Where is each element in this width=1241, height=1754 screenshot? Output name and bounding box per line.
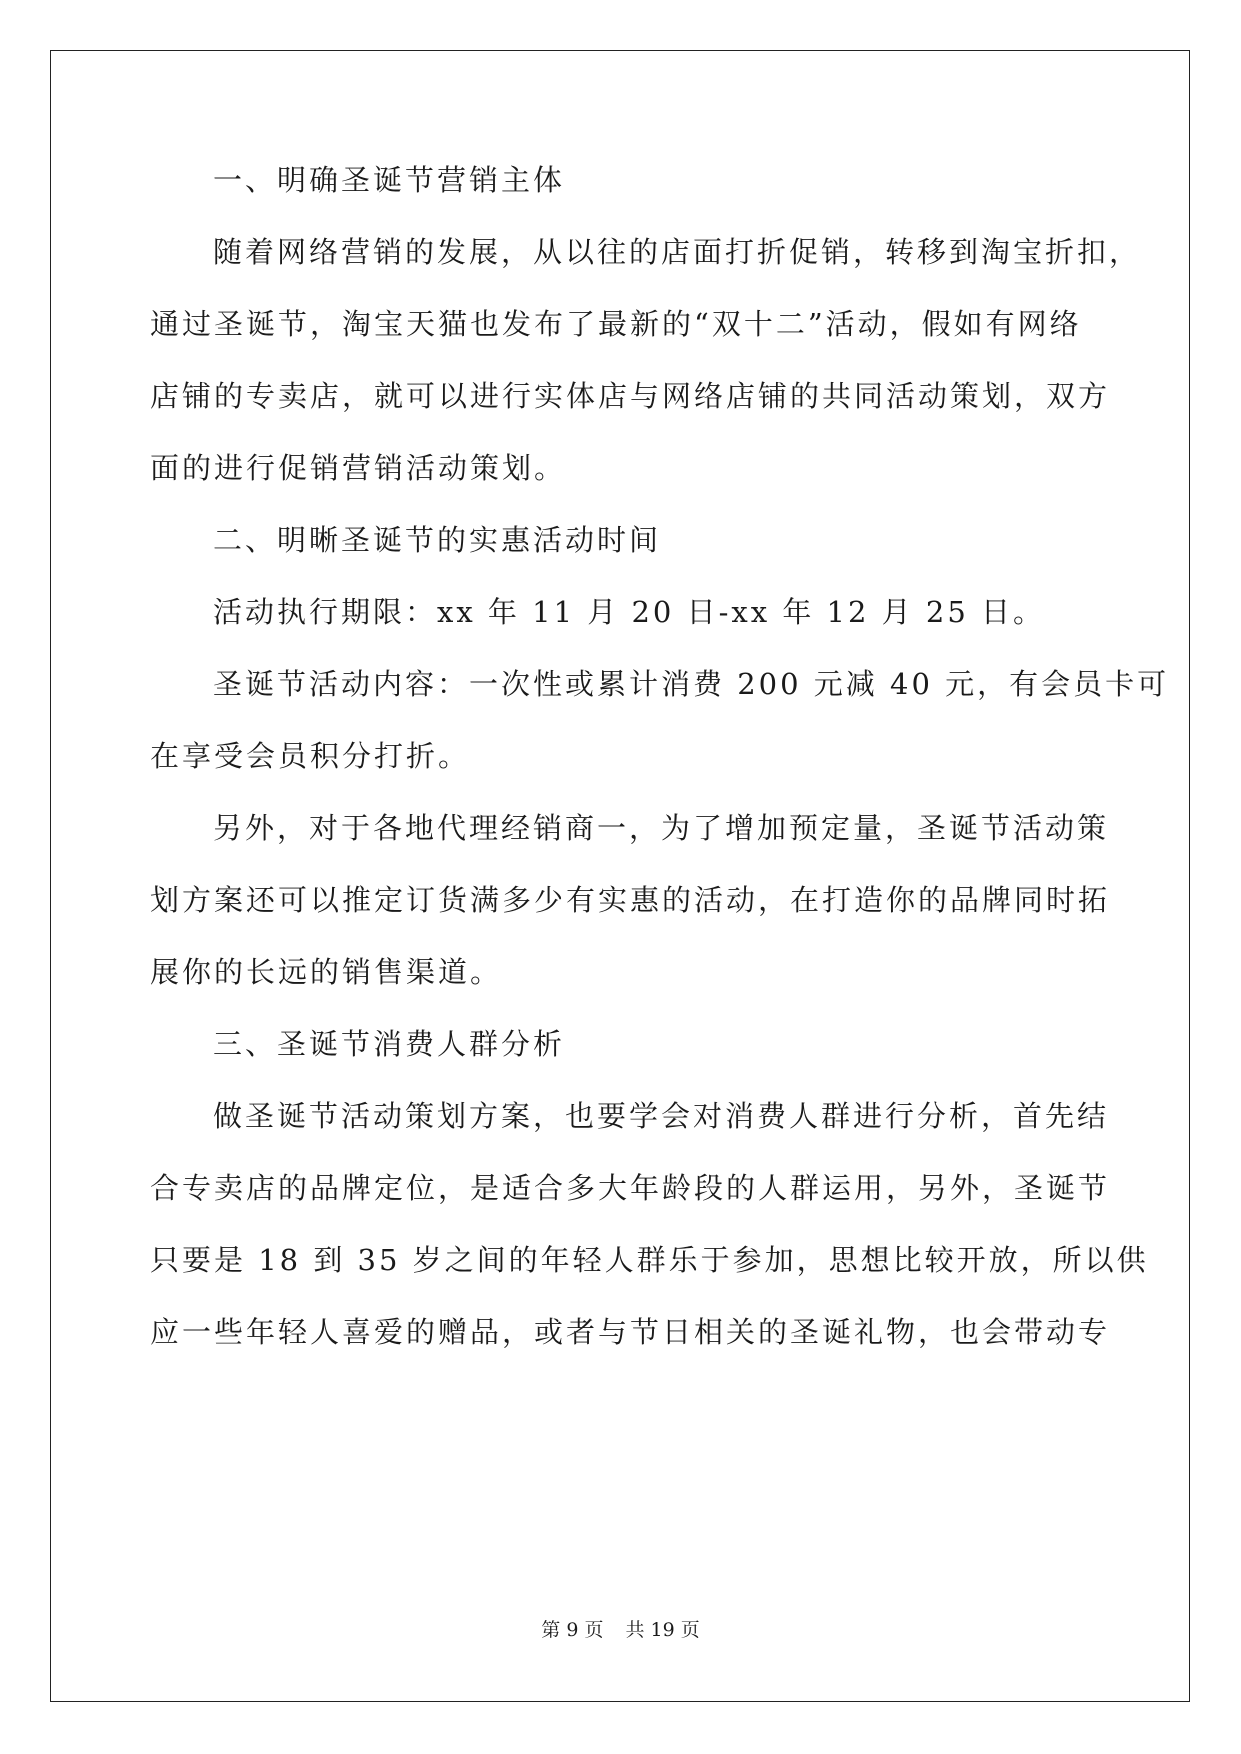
paragraph-line: 店铺的专卖店，就可以进行实体店与网络店铺的共同活动策划，双方 bbox=[150, 379, 1111, 413]
page-total: 共 19 页 bbox=[625, 1619, 700, 1641]
paragraph-line: 在享受会员积分打折。 bbox=[150, 739, 471, 773]
paragraph-line: 合专卖店的品牌定位，是适合多大年龄段的人群运用，另外，圣诞节 bbox=[150, 1171, 1111, 1205]
paragraph-line: 通过圣诞节，淘宝天猫也发布了最新的“双十二”活动，假如有网络 bbox=[150, 307, 1082, 341]
paragraph-line: 圣诞节活动内容：一次性或累计消费 200 元减 40 元，有会员卡可 bbox=[213, 667, 1170, 701]
paragraph-line: 只要是 18 到 35 岁之间的年轻人群乐于参加，思想比较开放，所以供 bbox=[150, 1243, 1149, 1277]
paragraph-line: 做圣诞节活动策划方案，也要学会对消费人群进行分析，首先结 bbox=[213, 1099, 1110, 1133]
section-heading-3: 三、圣诞节消费人群分析 bbox=[213, 1027, 566, 1061]
paragraph-line: 划方案还可以推定订货满多少有实惠的活动，在打造你的品牌同时拓 bbox=[150, 883, 1111, 917]
paragraph-line: 随着网络营销的发展，从以往的店面打折促销，转移到淘宝折扣， bbox=[213, 235, 1142, 269]
page-border bbox=[50, 50, 1190, 1702]
section-heading-1: 一、明确圣诞节营销主体 bbox=[213, 163, 566, 197]
section-heading-2: 二、明晰圣诞节的实惠活动时间 bbox=[213, 523, 662, 557]
paragraph-line: 活动执行期限：xx 年 11 月 20 日-xx 年 12 月 25 日。 bbox=[213, 595, 1046, 629]
page-number: 第 9 页 bbox=[541, 1619, 604, 1641]
paragraph-line: 展你的长远的销售渠道。 bbox=[150, 955, 503, 989]
page-footer bbox=[0, 1618, 1241, 1642]
paragraph-line: 另外，对于各地代理经销商一，为了增加预定量，圣诞节活动策 bbox=[213, 811, 1110, 845]
paragraph-line: 面的进行促销营销活动策划。 bbox=[150, 451, 567, 485]
paragraph-line: 应一些年轻人喜爱的赠品，或者与节日相关的圣诞礼物，也会带动专 bbox=[150, 1315, 1111, 1349]
